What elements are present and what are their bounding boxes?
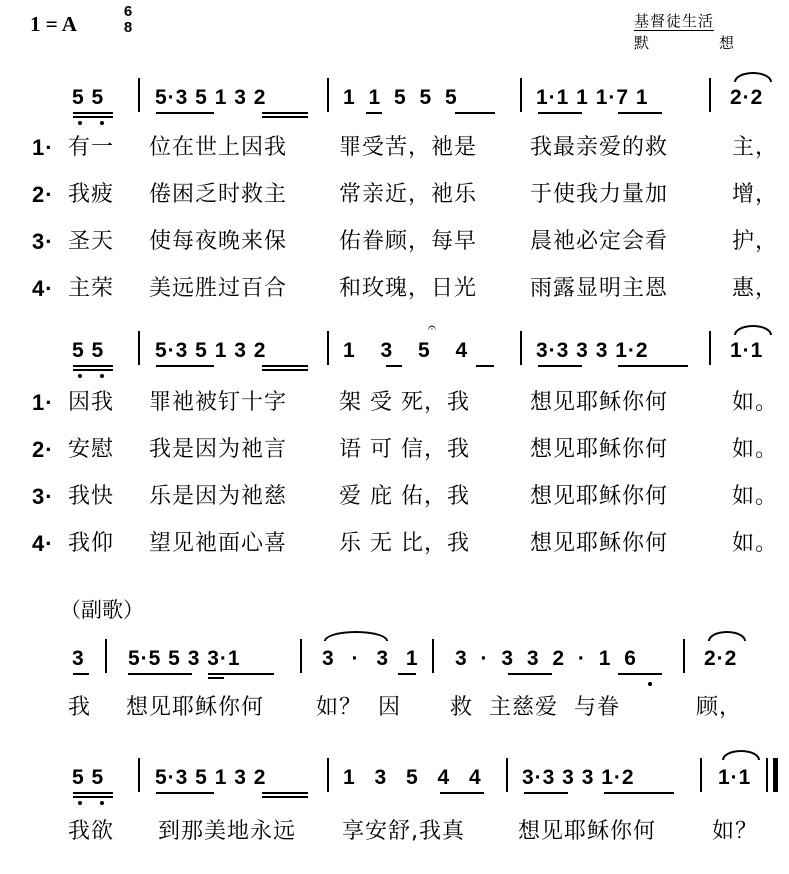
measure-5: 1·1	[718, 766, 752, 789]
lyric-seg: 晨祂必定会看	[530, 229, 669, 254]
eighth-underline	[440, 792, 484, 794]
barline	[138, 331, 140, 365]
measure-5: 2·2	[730, 86, 764, 109]
lyric-seg: 护，	[732, 229, 779, 254]
eighth-underline	[156, 792, 214, 794]
fermata-icon: 𝄐	[428, 320, 436, 336]
lyric-line-v1-3	[32, 228, 779, 257]
measure-1: 3	[72, 647, 85, 670]
eighth-underline	[508, 673, 552, 675]
measure-4: 3·3 3 3 1·2	[522, 766, 635, 789]
lyric-seg: 我欲	[68, 819, 115, 844]
measure-2: 5·3 5 1 3 2	[155, 339, 267, 362]
barline	[300, 639, 302, 673]
eighth-underline	[476, 365, 494, 367]
lyric-line-v1-2	[32, 181, 779, 210]
measure-1: 5 5	[72, 339, 105, 362]
measure-4: 3·3 3 3 1·2	[536, 339, 649, 362]
lyric-seg: 想见耶稣你何	[530, 437, 669, 462]
lyric-seg: 我快	[68, 484, 115, 509]
measure-4: 1·1 1 1·7 1	[536, 86, 649, 109]
sixteenth-underline	[73, 796, 113, 798]
eighth-underline	[73, 365, 113, 367]
tie-arc	[734, 72, 772, 82]
lyric-seg: 如。	[732, 531, 779, 556]
category-a: 默	[634, 34, 650, 52]
lyric-seg: 惠，	[732, 276, 779, 301]
tie-arc	[708, 631, 746, 641]
lyric-seg: 于使我力量加	[530, 182, 669, 207]
eighth-underline	[604, 792, 674, 794]
lyric-seg: 倦困乏时救主	[149, 182, 288, 207]
category	[634, 34, 734, 52]
measure-2: 5·3 5 1 3 2	[155, 766, 267, 789]
verse-number: 1·	[32, 135, 54, 160]
lyric-seg: 使每夜晚来保	[149, 229, 288, 254]
lyric-seg: 救 主慈爱 与眷	[450, 695, 620, 720]
barline	[520, 331, 522, 365]
low-octave-dot	[648, 682, 652, 686]
lyric-line-v2-2	[32, 436, 779, 465]
eighth-underline	[455, 112, 495, 114]
verse-number: 3·	[32, 229, 54, 254]
lyric-seg: 增，	[732, 182, 779, 207]
eighth-underline	[524, 792, 568, 794]
lyric-seg: 我	[68, 695, 92, 720]
lyric-seg: 顾，	[696, 695, 743, 720]
lyric-seg: 想见耶稣你何	[530, 390, 669, 415]
lyric-seg: 乐是因为祂慈	[149, 484, 288, 509]
chorus-lyric-line-2	[68, 818, 759, 846]
lyric-seg: 我是因为祂言	[149, 437, 288, 462]
eighth-underline	[618, 673, 662, 675]
time-signature	[118, 4, 138, 36]
lyric-seg: 主，	[732, 135, 779, 160]
verse-number: 4·	[32, 276, 54, 301]
low-octave-dot	[78, 374, 82, 378]
lyric-seg: 美远胜过百合	[149, 276, 288, 301]
barline	[327, 78, 329, 112]
barline	[709, 331, 711, 365]
eighth-underline	[262, 365, 308, 367]
lyric-seg: 常亲近，祂乐	[339, 182, 478, 207]
lyric-seg: 如。	[732, 390, 779, 415]
lyric-seg: 位在世上因我	[149, 135, 288, 160]
lyric-seg: 想见耶稣你何	[126, 695, 265, 720]
lyric-seg: 我仰	[68, 531, 115, 556]
lyric-seg: 如。	[732, 437, 779, 462]
lyric-seg: 爱 庇 佑，我	[339, 484, 470, 509]
lyric-line-v1-4	[32, 275, 779, 304]
lyric-seg: 享安舒,我真	[342, 819, 465, 844]
low-octave-dot	[100, 801, 104, 805]
tie-arc	[734, 325, 772, 335]
eighth-underline	[538, 365, 582, 367]
low-octave-dot	[78, 121, 82, 125]
lyric-seg: 到那美地永远	[158, 819, 297, 844]
eighth-underline	[128, 673, 192, 675]
lyric-seg: 和玫瑰，日光	[339, 276, 478, 301]
measure-5: 2·2	[704, 647, 738, 670]
barline	[327, 331, 329, 365]
lyric-seg: 架 受 死，我	[339, 390, 470, 415]
eighth-underline	[73, 792, 113, 794]
eighth-underline	[386, 365, 402, 367]
low-octave-dot	[100, 121, 104, 125]
measure-3: 1 3 5 4 4	[343, 766, 482, 789]
low-octave-dot	[78, 801, 82, 805]
eighth-underline	[398, 673, 416, 675]
barline	[520, 78, 522, 112]
eighth-underline	[366, 112, 382, 114]
lyric-seg: 如？ 因	[316, 695, 401, 720]
eighth-underline	[262, 112, 308, 114]
measure-4: 3 · 3 3 2 · 1 6	[455, 647, 637, 670]
barline	[138, 78, 140, 112]
time-signature-top: 6	[123, 3, 133, 20]
barline	[709, 78, 711, 112]
eighth-underline	[156, 365, 214, 367]
sixteenth-underline	[73, 369, 113, 371]
slur-arc	[324, 631, 388, 641]
eighth-underline	[618, 365, 688, 367]
eighth-underline	[73, 673, 89, 675]
verse-number: 1·	[32, 390, 54, 415]
chorus-label: （副歌）	[60, 598, 144, 622]
barline	[432, 639, 434, 673]
measure-1: 5 5	[72, 766, 105, 789]
tie-arc	[722, 750, 760, 760]
lyric-seg: 想见耶稣你何	[518, 819, 657, 844]
chorus-lyric-line-1	[68, 694, 743, 722]
lyric-seg: 望见祂面心喜	[149, 531, 288, 556]
eighth-underline	[538, 112, 582, 114]
lyric-line-v1-1	[32, 134, 779, 163]
barline	[138, 758, 140, 792]
lyric-seg: 佑眷顾，每早	[339, 229, 478, 254]
sixteenth-underline	[208, 677, 224, 679]
sixteenth-underline	[262, 796, 308, 798]
verse-number: 3·	[32, 484, 54, 509]
lyric-seg: 如。	[732, 484, 779, 509]
barline	[105, 639, 107, 673]
eighth-underline	[262, 792, 308, 794]
lyric-seg: 语 可 信，我	[339, 437, 470, 462]
lyric-line-v2-1	[32, 389, 779, 418]
measure-2: 5·5 5 3 3·1	[128, 647, 241, 670]
eighth-underline	[156, 112, 214, 114]
lyric-seg: 罪受苦，祂是	[339, 135, 478, 160]
lyric-seg: 想见耶稣你何	[530, 484, 669, 509]
lyric-seg: 雨露显明主恩	[530, 276, 669, 301]
lyric-line-v2-3	[32, 483, 779, 512]
category-b: 想	[718, 34, 734, 52]
low-octave-dot	[100, 374, 104, 378]
barline	[506, 758, 508, 792]
final-barline-thin	[766, 758, 768, 792]
verse-number: 2·	[32, 182, 54, 207]
measure-2: 5·3 5 1 3 2	[155, 86, 267, 109]
sixteenth-underline	[262, 369, 308, 371]
key-signature: 1 = A	[30, 12, 77, 36]
lyric-seg: 有一	[68, 135, 115, 160]
measure-1: 5 5	[72, 86, 105, 109]
eighth-underline	[618, 112, 662, 114]
lyric-seg: 罪祂被钉十字	[149, 390, 288, 415]
lyric-seg: 安慰	[68, 437, 115, 462]
lyric-seg: 想见耶稣你何	[530, 531, 669, 556]
measure-3: 1 1 5 5 5	[343, 86, 458, 109]
eighth-underline	[73, 112, 113, 114]
lyric-seg: 我最亲爱的救	[530, 135, 669, 160]
sixteenth-underline	[262, 116, 308, 118]
measure-5: 1·1	[730, 339, 764, 362]
lyric-seg: 乐 无 比，我	[339, 531, 470, 556]
measure-3: 1 3 5 4	[343, 339, 469, 362]
lyric-seg: 主荣	[68, 276, 115, 301]
lyric-line-v2-4	[32, 530, 779, 559]
barline	[700, 758, 702, 792]
source-title: 基督徒生活	[634, 12, 715, 30]
final-barline-thick	[773, 758, 778, 792]
lyric-seg: 我疲	[68, 182, 115, 207]
time-signature-bottom: 8	[123, 19, 133, 36]
lyric-seg: 因我	[68, 390, 115, 415]
sixteenth-underline	[73, 116, 113, 118]
verse-number: 4·	[32, 531, 54, 556]
barline	[683, 639, 685, 673]
lyric-seg: 如？	[712, 819, 759, 844]
lyric-seg: 圣天	[68, 229, 115, 254]
barline	[327, 758, 329, 792]
measure-3: 3 · 3 1	[322, 647, 419, 670]
eighth-underline	[208, 673, 274, 675]
verse-number: 2·	[32, 437, 54, 462]
